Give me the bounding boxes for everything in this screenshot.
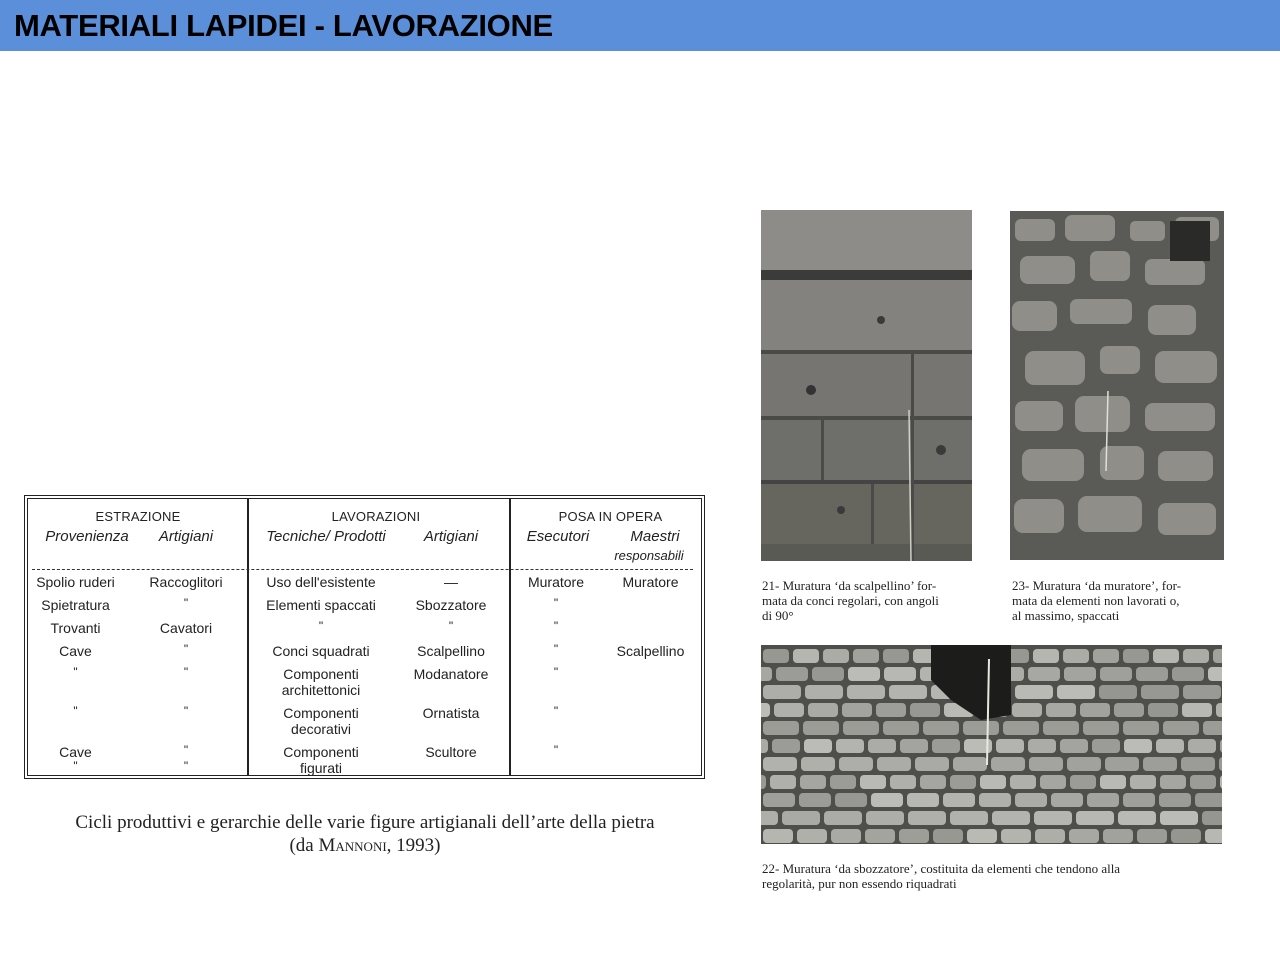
caption-fig23 [1012,578,1181,623]
table-cell: " [183,642,189,656]
table-cell: Scalpellino [417,643,485,659]
photo-scalpellino-masonry [761,210,972,561]
caption-line: 23- Muratura ‘da muratore’, for- [1012,578,1182,593]
group-header-posa: POSA IN OPERA [558,509,663,524]
header-separator [32,569,693,570]
table-cell: Trovanti [50,620,101,636]
table-cell: Conci squadrati [272,643,370,659]
table-caption-line1: Cicli produttivi e gerarchie delle varie figure artigianali dell’arte della pietra [75,812,655,833]
caption-fig22 [762,861,1120,891]
table-inner-border [27,498,702,776]
caption-line: al massimo, spaccati [1012,608,1120,623]
table-cell: " [553,596,559,610]
column-divider [509,499,511,775]
table-cell: " [183,596,189,610]
table-cell: " [183,743,189,757]
table-cell: " [553,743,559,757]
table-cell: Cave [59,744,92,760]
table-cell: " [183,704,189,718]
table-cell: " [183,665,189,679]
table-cell: Sbozzatore [415,597,487,613]
caption-suffix: , 1993) [386,835,441,856]
subheader-maestri: Maestri [630,528,680,545]
table-cell: Elementi spaccati [266,597,376,613]
caption-line: regolarità, pur non essendo riquadrati [762,876,957,891]
table-cell: " [553,665,559,679]
production-cycles-table [24,495,705,779]
table-cell: figurati [299,760,343,776]
caption-fig21 [762,578,939,623]
photo-muratore-masonry [1010,211,1224,560]
subheader-esecutori: Esecutori [526,528,590,545]
table-cell: Spolio ruderi [36,574,115,590]
group-header-lavorazioni: LAVORAZIONI [331,509,421,524]
table-cell: Cavatori [159,620,213,636]
subheader-tecniche: Tecniche/ Prodotti [266,528,386,545]
table-cell: " [73,665,78,679]
caption-line: di 90° [762,608,794,623]
table-cell: Componenti [283,744,359,760]
table-cell: " [73,759,78,773]
caption-line: 21- Muratura ‘da scalpellino’ for- [762,578,937,593]
table-cell: — [444,574,458,590]
table-cell: Ornatista [422,705,480,721]
table-cell: " [183,759,189,773]
table-cell: Scalpellino [616,643,685,659]
caption-line: mata da elementi non lavorati o, [1012,593,1180,608]
table-cell: Muratore [622,574,679,590]
table-cell: Componenti [283,666,359,682]
caption-line: 22- Muratura ‘da sbozzatore’, costituita da elementi che tendono alla [762,861,1121,876]
table-cell: Uso dell'esistente [266,574,376,590]
table-cell: " [553,619,559,633]
table-cell: " [318,619,324,633]
table-caption-line2 [0,835,730,857]
table-cell: Scultore [425,744,477,760]
table-cell: Muratore [527,574,585,590]
caption-prefix: (da [289,835,319,856]
table-cell: Raccoglitori [149,574,223,590]
table-cell: Componenti [283,705,359,721]
subheader-responsabili: responsabili [614,548,684,563]
table-cell: Spietratura [41,597,110,613]
table-cell: decorativi [291,721,351,737]
table-cell: " [553,704,559,718]
subheader-artigiani: Artigiani [423,528,479,545]
photo-sbozzatore-masonry [761,645,1222,844]
title-bar [0,0,1280,51]
table-cell: " [73,704,78,718]
caption-author: Mannoni [318,835,387,856]
table-cell: architettonici [281,682,361,698]
caption-line: mata da conci regolari, con angoli [762,593,939,608]
table-cell: Modanatore [413,666,489,682]
page-title: MATERIALI LAPIDEI - LAVORAZIONE [14,8,553,43]
table-cell: Cave [59,643,92,659]
table-cell: " [448,619,454,633]
subheader-artigiani: Artigiani [158,528,214,545]
subheader-provenienza: Provenienza [45,528,129,545]
column-divider [247,499,249,775]
group-header-estrazione: ESTRAZIONE [95,509,181,524]
table-cell: " [553,642,559,656]
